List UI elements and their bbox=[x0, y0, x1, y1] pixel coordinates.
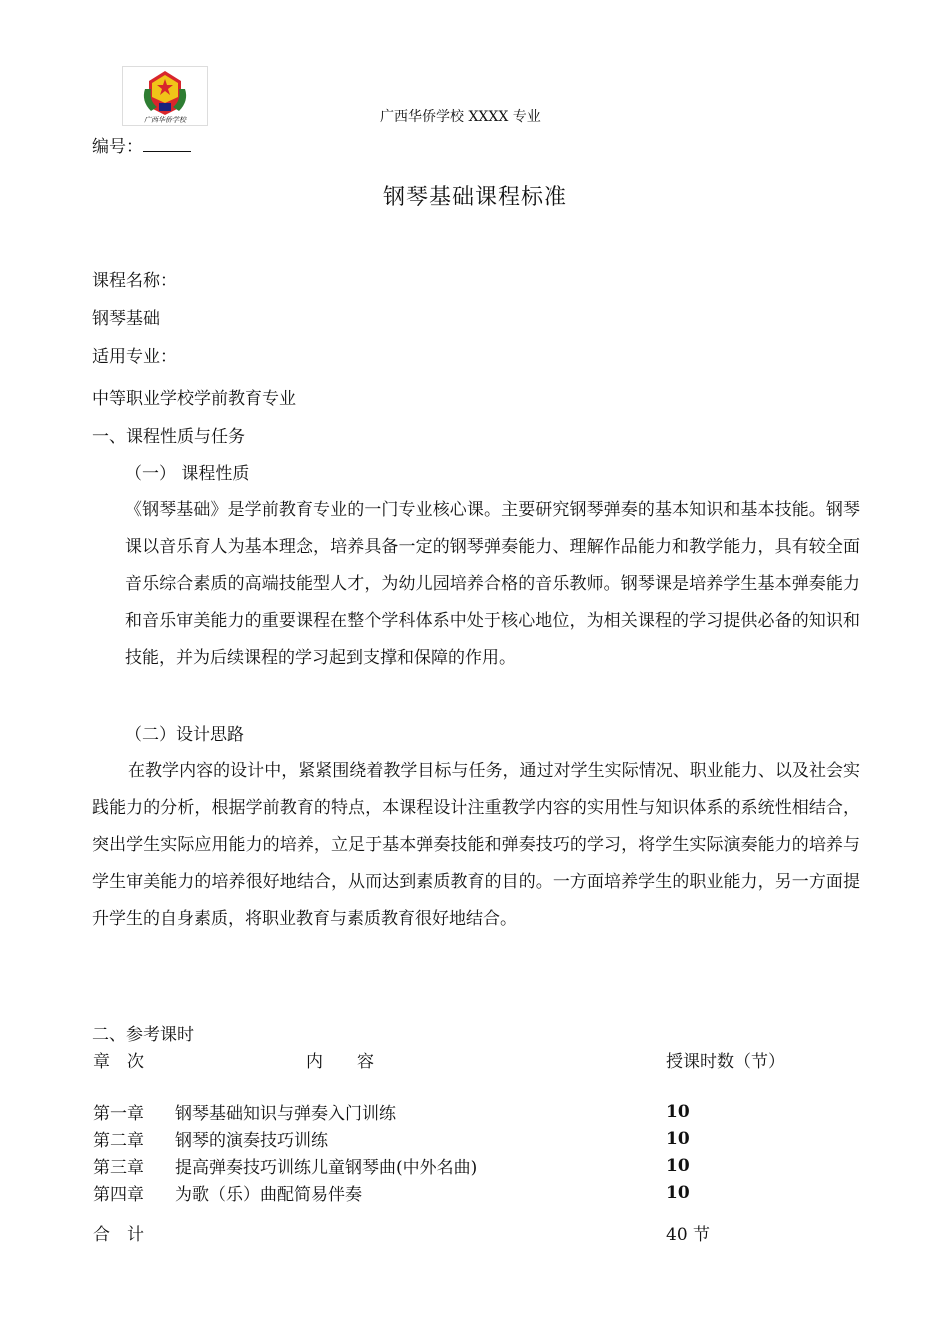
major-value: 中等职业学校学前教育专业 bbox=[92, 389, 296, 409]
table-header-content: 内 容 bbox=[306, 1052, 374, 1072]
course-name-label: 课程名称： bbox=[92, 271, 177, 291]
table-cell-content: 钢琴的演奏技巧训练 bbox=[175, 1131, 328, 1151]
table-cell-chapter: 第二章 bbox=[93, 1131, 144, 1151]
table-cell-hours: 10 bbox=[666, 1182, 690, 1203]
table-cell-chapter: 第三章 bbox=[93, 1158, 144, 1178]
document-number-label: 编号： bbox=[92, 137, 143, 157]
table-total-value: 40 节 bbox=[666, 1225, 711, 1245]
table-header-hours: 授课时数（节） bbox=[666, 1052, 785, 1072]
table-cell-hours: 10 bbox=[666, 1128, 690, 1149]
table-row bbox=[92, 1125, 827, 1152]
major-label: 适用专业： bbox=[92, 347, 177, 367]
table-header-chapter: 章 次 bbox=[93, 1052, 144, 1072]
table-cell-content: 钢琴基础知识与弹奏入门训练 bbox=[175, 1104, 396, 1124]
table-total-label: 合 计 bbox=[93, 1225, 144, 1245]
section1-sub2-heading: （二）设计思路 bbox=[125, 725, 244, 745]
table-row bbox=[92, 1098, 827, 1125]
svg-text:广西华侨学校: 广西华侨学校 bbox=[144, 116, 186, 124]
table-cell-content: 提高弹奏技巧训练儿童钢琴曲(中外名曲) bbox=[175, 1158, 478, 1178]
school-logo bbox=[122, 66, 208, 126]
page-title: 钢琴基础课程标准 bbox=[382, 185, 567, 210]
table-header-row bbox=[92, 1046, 827, 1086]
table-cell-chapter: 第四章 bbox=[93, 1185, 144, 1205]
document-number-blank bbox=[143, 137, 191, 152]
table-total-row bbox=[92, 1206, 827, 1246]
header-school-name: 广西华侨学校 XXXX 专业 bbox=[380, 109, 541, 125]
section1-heading: 一、课程性质与任务 bbox=[92, 427, 245, 447]
section2-heading: 二、参考课时 bbox=[92, 1025, 194, 1045]
table-cell-hours: 10 bbox=[666, 1155, 690, 1176]
hours-table bbox=[92, 1046, 827, 1246]
table-cell-chapter: 第一章 bbox=[93, 1104, 144, 1124]
school-emblem-icon bbox=[123, 67, 207, 125]
course-name-value: 钢琴基础 bbox=[92, 309, 160, 329]
section1-sub1-heading: （一） 课程性质 bbox=[125, 464, 250, 484]
section1-sub2-paragraph: 在教学内容的设计中，紧紧围绕着教学目标与任务，通过对学生实际情况、职业能力、以及社会实践能力的分析，根据学前教育的特点，本课程设计注重教学内容的实用性与知识体系的系统性相结合，突出学生实际应用能力的培养，立足于基本弹奏技能和弹奏技巧的学习，将学生实际演奏能力的培养与学生审美能力的培养很好地结合，从而达到素质教育的目的。一方面培养学生的职业能力，另一方面提升学生的自身素质，将职业教育与素质教育很好地结合。 bbox=[92, 761, 860, 929]
table-row bbox=[92, 1179, 827, 1206]
table-cell-content: 为歌（乐）曲配简易伴奏 bbox=[175, 1185, 362, 1205]
section1-sub1-paragraph: 《钢琴基础》是学前教育专业的一门专业核心课。主要研究钢琴弹奏的基本知识和基本技能。钢琴课以音乐育人为基本理念，培养具备一定的钢琴弹奏能力、理解作品能力和教学能力，具有较全面音乐综合素质的高端技能型人才，为幼儿园培养合格的音乐教师。钢琴课是培养学生基本弹奏能力和音乐审美能力的重要课程在整个学科体系中处于核心地位，为相关课程的学习提供必备的知识和技能，并为后续课程的学习起到支撑和保障的作用。 bbox=[125, 500, 860, 668]
table-cell-hours: 10 bbox=[666, 1101, 690, 1122]
table-row bbox=[92, 1152, 827, 1179]
document-number bbox=[92, 132, 191, 157]
